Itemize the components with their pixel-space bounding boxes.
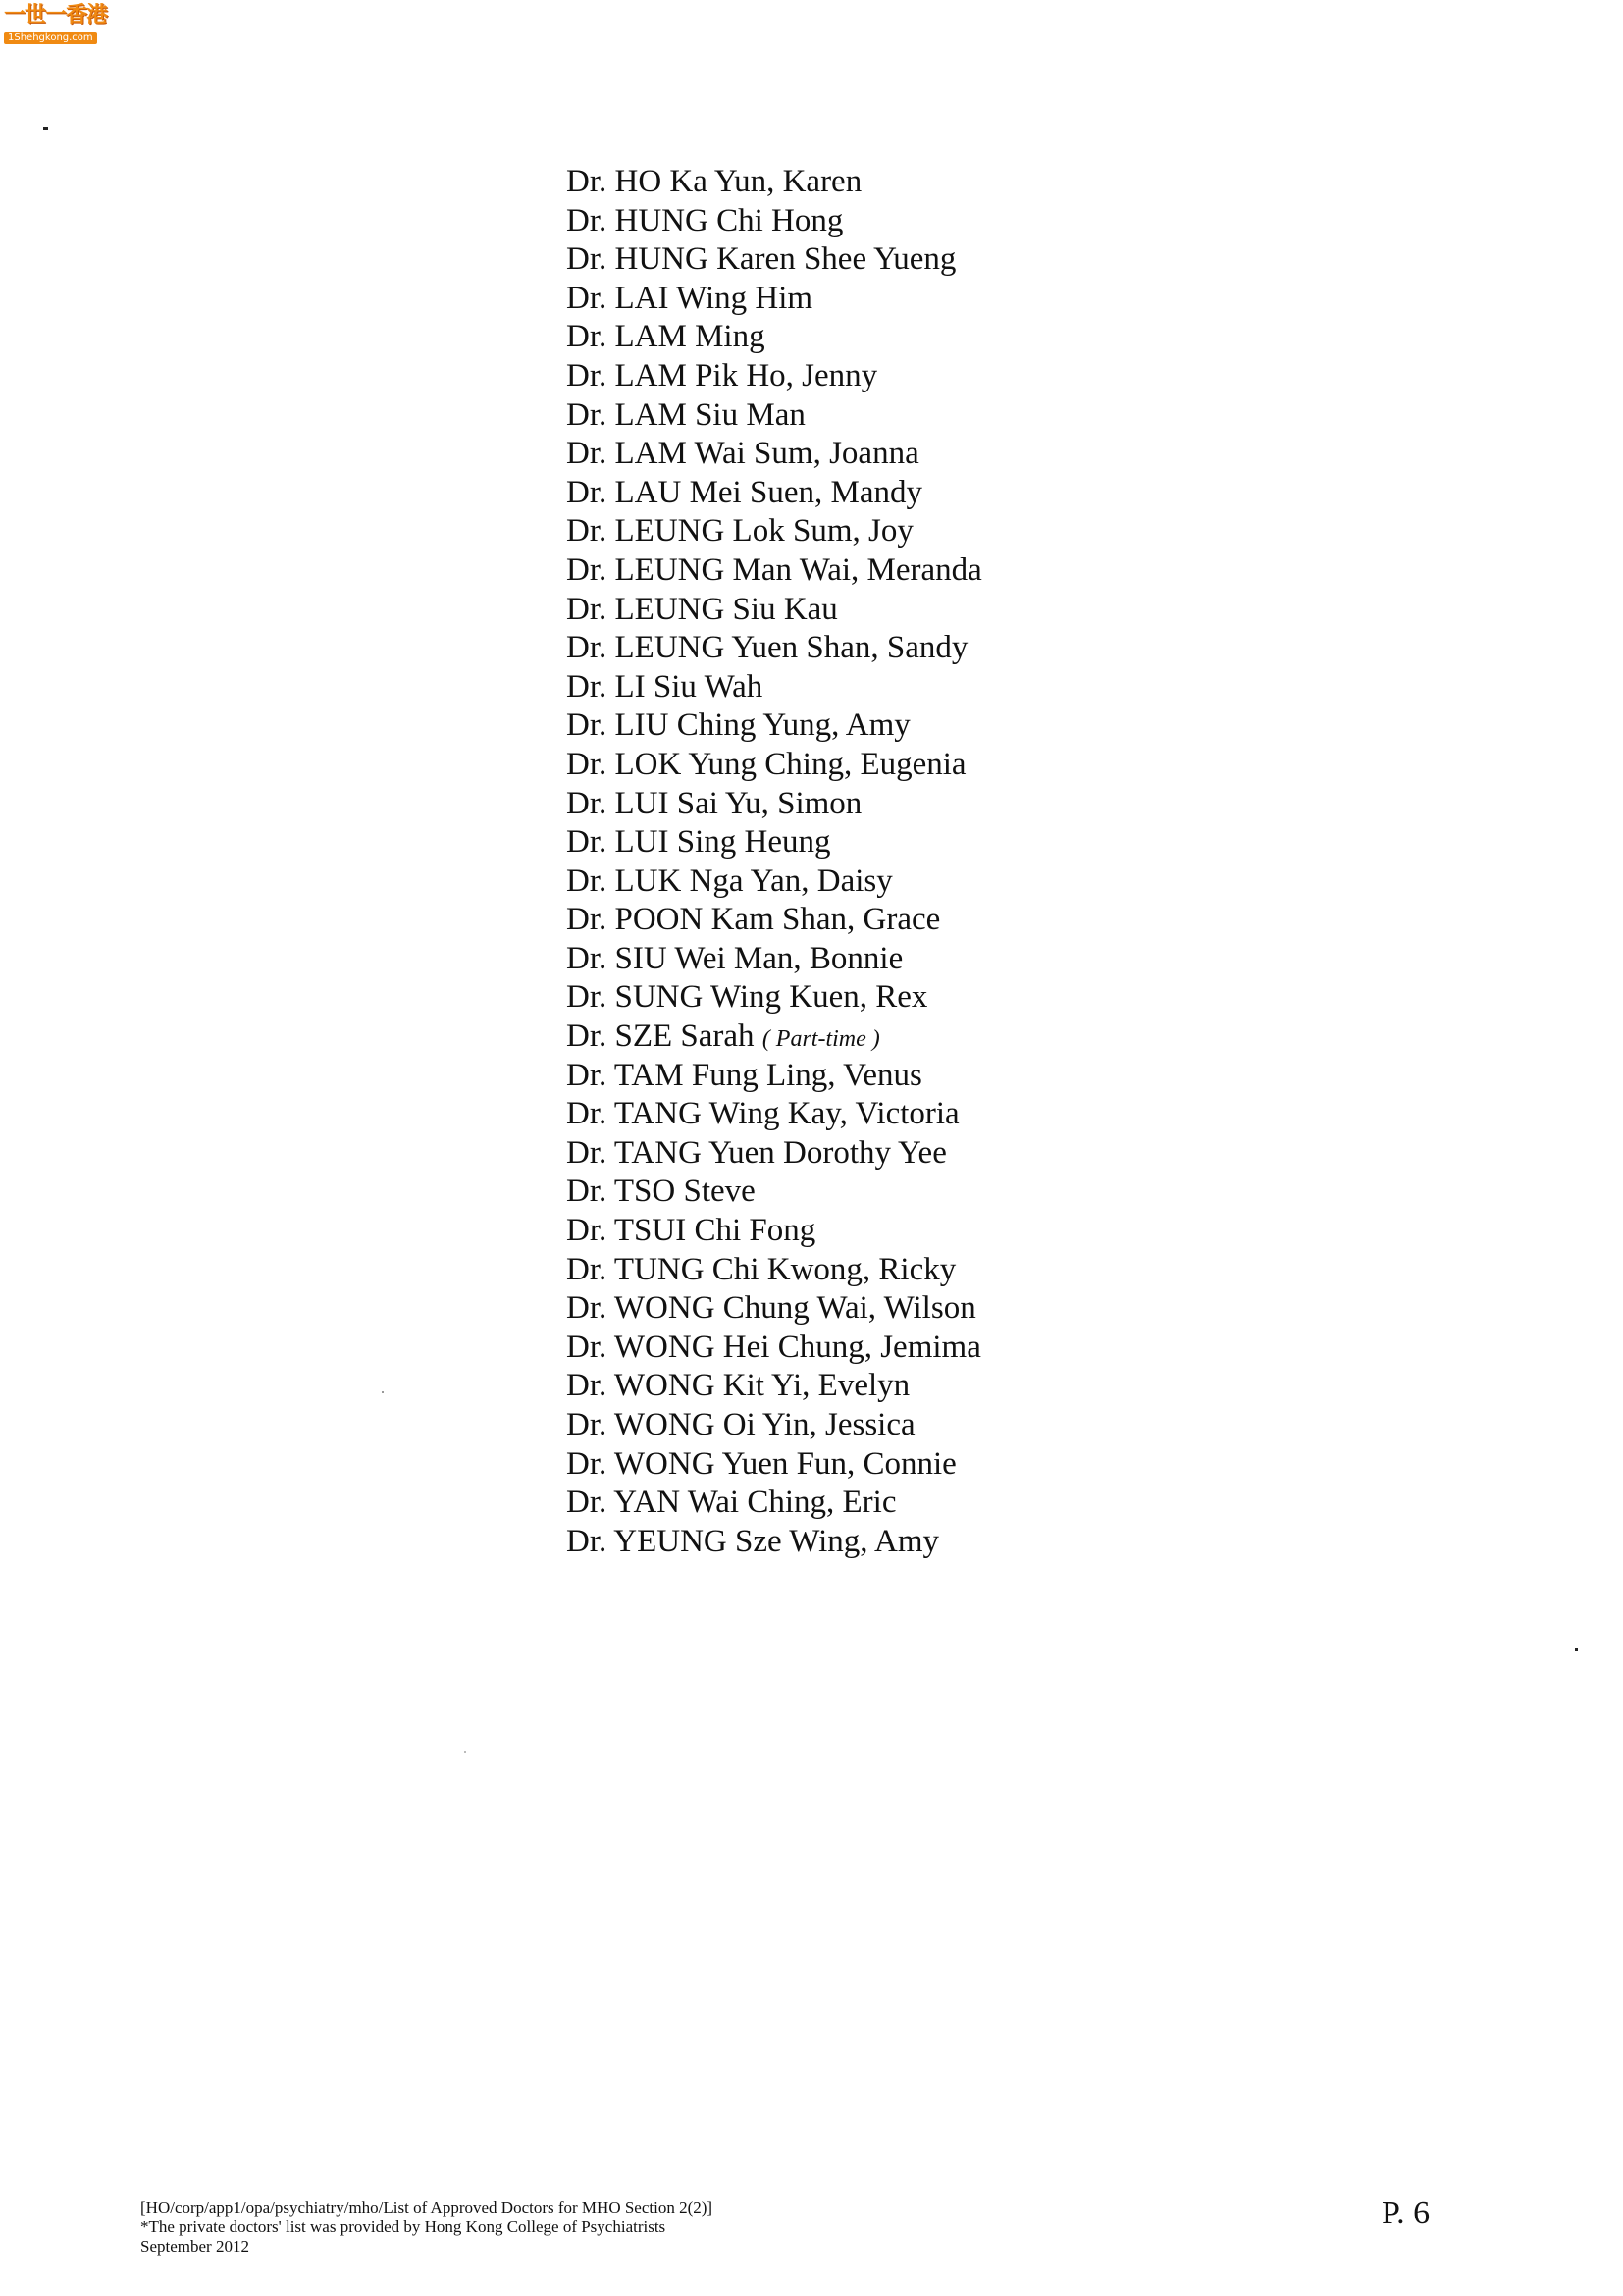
doctor-name: Dr. WONG Hei Chung, Jemima: [566, 1329, 981, 1365]
watermark-logo: [4, 4, 126, 43]
doctor-name: Dr. HUNG Chi Hong: [566, 202, 844, 238]
doctor-list-item: [566, 357, 982, 396]
doctor-list-item: [566, 1212, 982, 1251]
doctor-list-item: [566, 668, 982, 707]
doctor-list-item: [566, 862, 982, 902]
doctor-list-item: [566, 240, 982, 280]
doctor-note: ( Part-time ): [761, 1026, 880, 1053]
document-footer: [140, 2198, 712, 2257]
approved-doctors-list: [566, 163, 982, 1561]
doctor-name: Dr. LEUNG Lok Sum, Joy: [566, 513, 914, 549]
doctor-name: Dr. HUNG Karen Shee Yueng: [566, 241, 957, 278]
doctor-name: Dr. WONG Chung Wai, Wilson: [566, 1290, 976, 1327]
watermark-main-text: 一世一香港: [4, 3, 108, 27]
doctor-name: Dr. LAM Wai Sum, Joanna: [566, 436, 919, 472]
doctor-name: Dr. LAM Pik Ho, Jenny: [566, 357, 878, 393]
doctor-name: Dr. LUI Sing Heung: [566, 824, 831, 861]
footer-file-path: [HO/corp/app1/opa/psychiatry/mho/List of Approved Doctors for MHO Section 2(2)]: [140, 2198, 713, 2217]
doctor-name: Dr. LEUNG Man Wai, Meranda: [566, 551, 982, 588]
doctor-name: Dr. TANG Wing Kay, Victoria: [566, 1096, 960, 1132]
doctor-list-item: [566, 1329, 982, 1368]
doctor-list-item: [566, 318, 982, 357]
doctor-list-item: [566, 940, 982, 979]
watermark-sub-text: 1Shehgkong.com: [4, 32, 97, 44]
doctor-name: Dr. YAN Wai Ching, Eric: [566, 1485, 897, 1521]
doctor-name: Dr. TAM Fung Ling, Venus: [566, 1057, 922, 1093]
scan-speck: [382, 1391, 384, 1393]
doctor-name: Dr. LI Siu Wah: [566, 668, 763, 704]
doctor-name: Dr. POON Kam Shan, Grace: [566, 902, 941, 938]
doctor-name: Dr. HO Ka Yun, Karen: [566, 164, 863, 199]
doctor-name: Dr. SZE Sarah: [566, 1018, 755, 1055]
doctor-list-item: [566, 1367, 982, 1406]
doctor-list-item: [566, 435, 982, 474]
doctor-list-item: [566, 591, 982, 630]
doctor-name: Dr. LOK Yung Ching, Eugenia: [566, 746, 967, 782]
doctor-name: Dr. LAM Ming: [566, 319, 765, 355]
doctor-name: Dr. LAU Mei Suen, Mandy: [566, 474, 922, 510]
doctor-name: Dr. TSUI Chi Fong: [566, 1213, 816, 1249]
doctor-list-item: [566, 202, 982, 241]
doctor-list-item: [566, 1251, 982, 1290]
doctor-name: Dr. WONG Kit Yi, Evelyn: [566, 1368, 911, 1404]
doctor-list-item: [566, 1406, 982, 1445]
doctor-list-item: [566, 1018, 982, 1057]
doctor-name: Dr. WONG Oi Yin, Jessica: [566, 1407, 916, 1442]
doctor-name: Dr. LAI Wing Him: [566, 280, 813, 316]
doctor-name: Dr. TSO Steve: [566, 1174, 756, 1210]
doctor-list-item: [566, 1484, 982, 1523]
doctor-list-item: [566, 1523, 982, 1562]
doctor-name: Dr. TANG Yuen Dorothy Yee: [566, 1134, 947, 1171]
doctor-list-item: [566, 746, 982, 785]
doctor-list-item: [566, 901, 982, 940]
doctor-list-item: [566, 823, 982, 862]
doctor-name: Dr. SUNG Wing Kuen, Rex: [566, 979, 928, 1016]
footer-date: September 2012: [140, 2237, 249, 2256]
doctor-list-item: [566, 1173, 982, 1212]
scan-speck: [464, 1751, 466, 1753]
doctor-list-item: [566, 1289, 982, 1329]
doctor-list-item: [566, 551, 982, 591]
doctor-name: Dr. LUI Sai Yu, Simon: [566, 785, 863, 821]
doctor-list-item: [566, 280, 982, 319]
scan-speck: [1575, 1648, 1578, 1651]
doctor-list-item: [566, 1095, 982, 1134]
doctor-name: Dr. LIU Ching Yung, Amy: [566, 707, 911, 744]
doctor-list-item: [566, 978, 982, 1018]
scan-speck: [43, 127, 48, 130]
doctor-list-item: [566, 474, 982, 513]
doctor-list-item: [566, 163, 982, 202]
doctor-name: Dr. SIU Wei Man, Bonnie: [566, 940, 904, 976]
doctor-list-item: [566, 706, 982, 746]
page-number: P. 6: [1382, 2195, 1431, 2231]
doctor-name: Dr. TUNG Chi Kwong, Ricky: [566, 1251, 957, 1287]
doctor-list-item: [566, 1057, 982, 1096]
doctor-list-item: [566, 629, 982, 668]
doctor-list-item: [566, 396, 982, 436]
doctor-list-item: [566, 785, 982, 824]
doctor-list-item: [566, 512, 982, 551]
doctor-list-item: [566, 1445, 982, 1485]
doctor-name: Dr. LAM Siu Man: [566, 396, 806, 433]
doctor-name: Dr. LUK Nga Yan, Daisy: [566, 862, 893, 899]
doctor-name: Dr. LEUNG Siu Kau: [566, 591, 838, 627]
doctor-name: Dr. WONG Yuen Fun, Connie: [566, 1445, 957, 1482]
doctor-list-item: [566, 1134, 982, 1174]
doctor-name: Dr. YEUNG Sze Wing, Amy: [566, 1523, 939, 1559]
footer-source-note: *The private doctors' list was provided by Hong Kong College of Psychiatrists: [140, 2218, 666, 2236]
doctor-name: Dr. LEUNG Yuen Shan, Sandy: [566, 630, 969, 666]
